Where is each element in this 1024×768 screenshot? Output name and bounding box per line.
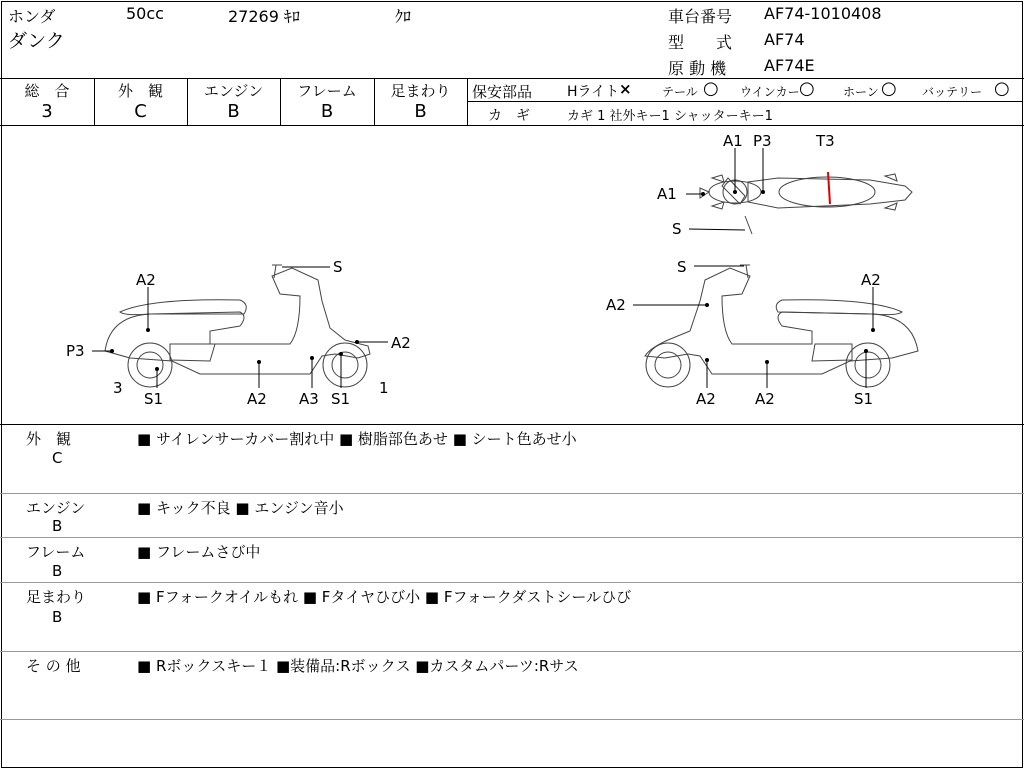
note-text-other: ■ Rボックスキー１ ■装備品:Rボックス ■カスタムパーツ:Rサス <box>137 657 579 675</box>
overall-grade-mark: 3 <box>113 379 123 397</box>
frame-number-label: 車台番号 <box>668 7 733 26</box>
battery-label: バッテリー <box>922 85 983 99</box>
engine-grade-label: エンジン <box>203 82 264 100</box>
note-label-suspension: 足まわり <box>26 588 87 606</box>
damage-code: A2 <box>391 334 411 352</box>
type-label: 型 式 <box>668 33 733 52</box>
engine-type-label: 原 動 機 <box>668 59 727 78</box>
horn-label: ホーン <box>843 85 879 99</box>
damage-code: S1 <box>854 390 874 408</box>
key-label: カ ギ <box>488 108 530 124</box>
frame-number-value: AF74-1010408 <box>764 4 882 23</box>
divider <box>0 493 1024 494</box>
damage-code: A2 <box>606 296 626 314</box>
damage-code: S <box>333 258 343 276</box>
divider <box>0 582 1024 583</box>
tail-label: テール <box>662 85 698 99</box>
damage-code: S <box>677 258 687 276</box>
scooter-damage-diagram <box>0 126 1024 424</box>
note-text-frame: ■ フレームさび中 <box>137 543 261 561</box>
damage-code: A2 <box>247 390 267 408</box>
damage-code: P3 <box>753 132 772 150</box>
divider <box>0 719 1024 720</box>
top-view-scooter <box>700 174 912 234</box>
divider <box>0 537 1024 538</box>
damage-code: P3 <box>66 342 85 360</box>
frame-grade-value: B <box>320 101 334 122</box>
tail-status-icon: ○ <box>703 78 719 99</box>
maker: ホンダ <box>8 7 56 26</box>
note-label-other: そ の 他 <box>26 657 81 675</box>
key-value: カギ 1 社外キー1 シャッターキー1 <box>567 109 773 124</box>
headlight-status-icon: × <box>619 80 632 98</box>
safety-parts-label: 保安部品 <box>472 83 533 101</box>
damage-code: S1 <box>331 390 351 408</box>
mileage: 27269 ｷﾛ <box>228 7 300 26</box>
note-label-engine: エンジン <box>26 499 86 517</box>
divider <box>0 651 1024 652</box>
damage-code: A1 <box>657 185 677 203</box>
page-mark: 1 <box>379 379 389 397</box>
damage-code: S1 <box>144 390 164 408</box>
model-name: ダンク <box>8 30 65 52</box>
headlight-label: Hライト <box>567 84 620 100</box>
note-label-exterior: 外 観 <box>26 430 72 448</box>
frame-grade-label: フレーム <box>297 82 357 100</box>
note-text-engine: ■ キック不良 ■ エンジン音小 <box>137 499 344 517</box>
damage-code: A1 <box>723 132 743 150</box>
type-value: AF74 <box>764 30 805 49</box>
displacement: 50cc <box>126 4 164 23</box>
color: ｸﾛ <box>395 7 412 26</box>
damage-code: S <box>672 220 682 238</box>
divider <box>0 424 1024 425</box>
overall-grade-label: 総 合 <box>24 82 70 100</box>
note-grade-exterior: C <box>52 449 63 467</box>
note-text-suspension: ■ Fフォークオイルもれ ■ Fタイヤひび小 ■ Fフォークダストシールひび <box>137 588 632 606</box>
divider <box>467 78 468 125</box>
note-text-exterior: ■ サイレンサーカバー割れ中 ■ 樹脂部色あせ ■ シート色あせ小 <box>137 430 577 448</box>
note-grade-suspension: B <box>52 608 63 626</box>
note-grade-engine: B <box>52 517 63 535</box>
damage-code: A2 <box>136 271 156 289</box>
exterior-grade-value: C <box>134 101 147 122</box>
damage-code: A3 <box>299 390 319 408</box>
suspension-grade-value: B <box>414 101 427 122</box>
divider <box>467 101 1022 102</box>
engine-type-value: AF74E <box>764 56 815 75</box>
damage-code: T3 <box>816 132 835 150</box>
damage-code: A2 <box>861 271 881 289</box>
damage-code: A2 <box>755 390 775 408</box>
exterior-grade-label: 外 観 <box>117 82 163 100</box>
overall-grade-value: 3 <box>41 101 53 122</box>
note-grade-frame: B <box>52 562 63 580</box>
battery-status-icon: ○ <box>994 78 1010 99</box>
winker-status-icon: ○ <box>799 78 815 99</box>
note-label-frame: フレーム <box>26 543 86 561</box>
suspension-grade-label: 足まわり <box>390 82 451 100</box>
winker-label: ウインカー <box>740 85 800 99</box>
divider <box>0 78 1024 79</box>
damage-code: A2 <box>696 390 716 408</box>
engine-grade-value: B <box>227 101 240 122</box>
horn-status-icon: ○ <box>881 78 897 99</box>
